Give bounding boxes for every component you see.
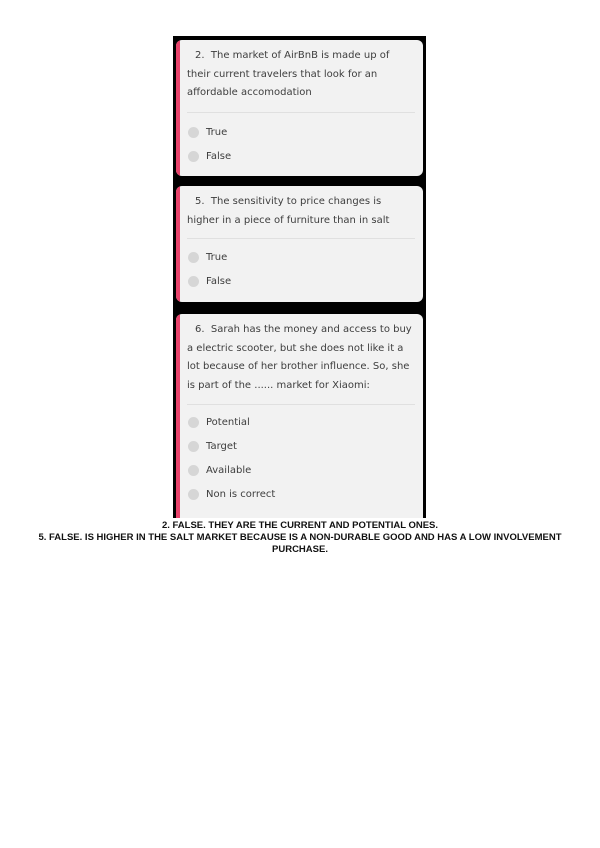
option-target[interactable] (188, 439, 237, 453)
option-false[interactable] (188, 274, 231, 288)
quiz-screenshot (173, 36, 426, 518)
option-label: False (206, 275, 232, 287)
question-text (187, 47, 415, 103)
option-label: True (206, 126, 228, 138)
question-card-6 (176, 314, 423, 518)
answer-line-5: 5. FALSE. IS HIGHER IN THE SALT MARKET BECAUSE IS A NON-DURABLE GOOD AND HAS A LOW INVOLVEMENT PURCHASE. (38, 532, 562, 555)
radio-button[interactable] (188, 276, 199, 287)
question-body: The market of AirBnB is made up of their current travelers that look for an affordable accomodation (187, 50, 390, 98)
question-text (187, 321, 415, 395)
option-false[interactable] (188, 149, 231, 163)
divider (187, 238, 415, 239)
radio-button[interactable] (188, 127, 199, 138)
question-text (187, 193, 415, 230)
question-number: 6. (195, 324, 205, 335)
radio-button[interactable] (188, 465, 199, 476)
question-card-2 (176, 40, 423, 176)
radio-button[interactable] (188, 489, 199, 500)
radio-button[interactable] (188, 151, 199, 162)
option-label: Potential (206, 416, 250, 428)
option-label: Non is correct (206, 488, 276, 500)
question-body: Sarah has the money and access to buy a electric scooter, but she does not like it a lot because of her brother influence. So, she is part of the ...... market for Xiaomi: (187, 324, 412, 391)
question-body: The sensitivity to price changes is higher in a piece of furniture than in salt (187, 196, 390, 226)
option-label: True (206, 251, 228, 263)
option-available[interactable] (188, 463, 251, 477)
option-true[interactable] (188, 125, 227, 139)
option-label: False (206, 150, 232, 162)
question-number: 5. (195, 196, 205, 207)
radio-button[interactable] (188, 417, 199, 428)
divider (187, 112, 415, 113)
question-number: 2. (195, 50, 205, 61)
option-potential[interactable] (188, 415, 250, 429)
radio-button[interactable] (188, 252, 199, 263)
question-card-5 (176, 186, 423, 302)
option-label: Available (206, 464, 252, 476)
answer-key (30, 520, 570, 556)
option-non-is-correct[interactable] (188, 487, 275, 501)
divider (187, 404, 415, 405)
option-true[interactable] (188, 250, 227, 264)
answer-line-2: 2. FALSE. THEY ARE THE CURRENT AND POTENTIAL ONES. (161, 520, 439, 531)
option-label: Target (206, 440, 237, 452)
radio-button[interactable] (188, 441, 199, 452)
